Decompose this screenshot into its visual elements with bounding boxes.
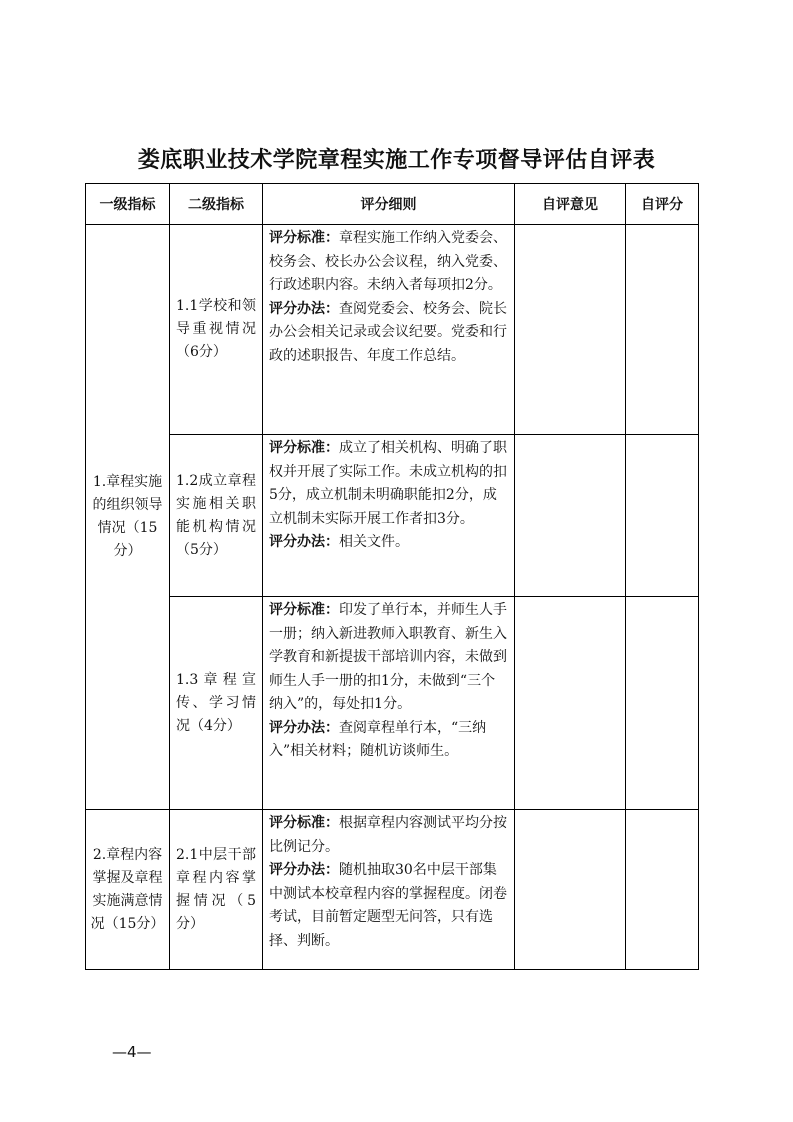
level2-indicator: 1.3章程宣传、学习情况（4分） (170, 597, 263, 810)
table-row (86, 435, 699, 597)
method-text: 查阅党委会、校务会、院长办公会相关记录或会议纪要。党委和行政的述职报告、年度工作总结。 (269, 300, 507, 364)
level2-indicator: 1.1学校和领导重视情况（6分） (170, 225, 263, 435)
standard-label: 评分标准： (269, 602, 339, 618)
method-label: 评分办法： (269, 300, 339, 317)
standard-text: 成立了相关机构、明确了职权并开展了实际工作。未成立机构的扣5分，成立机制未明确职能扣2分，成立机制未实际开展工作者扣3分。 (269, 440, 507, 527)
header-score: 自评分 (626, 184, 699, 225)
opinion-cell[interactable] (515, 225, 626, 435)
method-label: 评分办法： (269, 862, 339, 878)
standard-label: 评分标准： (269, 815, 339, 831)
score-cell[interactable] (626, 810, 699, 970)
standard-text: 印发了单行本，并师生人手一册；纳入新进教师入职教育、新生入学教育和新提拔干部培训内容，未做到师生人手一册的扣1分，未做到“三个纳入”的，每处扣1分。 (269, 602, 507, 712)
standard-text: 章程实施工作纳入党委会、校务会、校长办公会议程，纳入党委、行政述职内容。未纳入者每项扣2分。 (269, 230, 507, 293)
standard-label: 评分标准： (269, 230, 339, 246)
table-row (86, 597, 699, 810)
level2-indicator: 1.2成立章程实施相关职能机构情况（5分） (170, 435, 263, 597)
level1-indicator: 1.章程实施的组织领导情况（15分） (86, 225, 170, 810)
standard-text: 根据章程内容测试平均分按比例记分。 (269, 815, 507, 855)
rules-cell (263, 810, 515, 970)
table-row (86, 810, 699, 970)
level2-indicator: 2.1中层干部章程内容掌握情况（5分） (170, 810, 263, 970)
opinion-cell[interactable] (515, 597, 626, 810)
header-rules: 评分细则 (263, 184, 515, 225)
page-number: —4— (112, 1043, 152, 1061)
rules-cell (263, 597, 515, 810)
method-text: 相关文件。 (339, 534, 409, 550)
header-opinion: 自评意见 (515, 184, 626, 225)
page-title: 娄底职业技术学院章程实施工作专项督导评估自评表 (137, 148, 656, 173)
method-label: 评分办法： (269, 719, 339, 736)
header-level2: 二级指标 (170, 184, 263, 225)
score-cell[interactable] (626, 597, 699, 810)
method-text: 查阅章程单行本，“三纳入”相关材料；随机访谈师生。 (269, 719, 487, 759)
score-cell[interactable] (626, 435, 699, 597)
evaluation-table (85, 183, 699, 970)
table-row (86, 225, 699, 435)
rules-cell (263, 225, 515, 435)
method-label: 评分办法： (269, 534, 339, 550)
header-level1: 一级指标 (86, 184, 170, 225)
method-text: 随机抽取30名中层干部集中测试本校章程内容的掌握程度。闭卷考试，目前暂定题型无问答，只有选择、判断。 (269, 862, 507, 949)
rules-cell (263, 435, 515, 597)
header-row (86, 184, 699, 225)
level1-indicator: 2.章程内容掌握及章程实施满意情况（15分） (86, 810, 170, 970)
opinion-cell[interactable] (515, 810, 626, 970)
opinion-cell[interactable] (515, 435, 626, 597)
standard-label: 评分标准： (269, 440, 339, 456)
score-cell[interactable] (626, 225, 699, 435)
